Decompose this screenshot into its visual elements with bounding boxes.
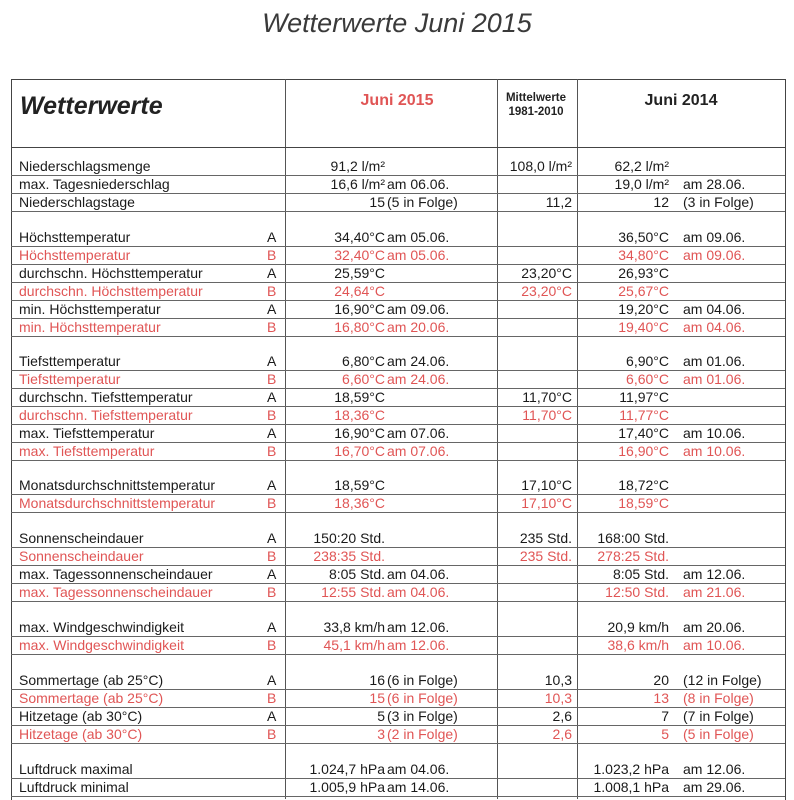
detail-juni-2015: (5 in Folge) (387, 194, 458, 210)
detail-juni-2014: (3 in Folge) (683, 194, 754, 210)
table-row (11, 424, 785, 443)
station-code: B (267, 407, 277, 423)
table-row (11, 175, 785, 194)
row-label: min. Höchsttemperatur (19, 301, 161, 317)
value-mittelwerte: 2,6 (552, 726, 572, 742)
station-code: B (267, 319, 277, 335)
station-code: B (267, 283, 277, 299)
detail-juni-2015: am 24.06. (387, 371, 450, 387)
detail-juni-2015: am 20.06. (387, 319, 450, 335)
value-juni-2015: 16,70°C (334, 443, 385, 459)
value-juni-2015: 18,59°C (334, 477, 385, 493)
value-juni-2014: 16,90°C (618, 443, 669, 459)
row-label: Niederschlagsmenge (19, 158, 151, 174)
value-juni-2015: 91,2 l/m² (330, 158, 385, 174)
detail-juni-2014: (8 in Folge) (683, 690, 754, 706)
value-juni-2014: 19,0 l/m² (614, 176, 669, 192)
value-mittelwerte: 10,3 (544, 672, 572, 688)
detail-juni-2014: am 09.06. (683, 247, 746, 263)
detail-juni-2014: (5 in Folge) (683, 726, 754, 742)
station-code: B (267, 690, 277, 706)
detail-juni-2015: am 05.06. (387, 229, 450, 245)
header-juni-2014: Juni 2014 (644, 92, 718, 109)
row-label: Luftdruck minimal (19, 779, 129, 795)
value-juni-2015: 16,90°C (334, 425, 385, 441)
detail-juni-2014: am 09.06. (683, 229, 746, 245)
value-mittelwerte: 23,20°C (521, 265, 572, 281)
detail-juni-2015: (3 in Folge) (387, 708, 458, 724)
value-juni-2014: 12 (653, 194, 669, 210)
detail-juni-2015: am 04.06. (387, 566, 450, 582)
detail-juni-2014: am 28.06. (683, 176, 746, 192)
table-row (11, 300, 785, 319)
row-label: Sonnenscheindauer (19, 530, 144, 546)
row-label: max. Windgeschwindigkeit (19, 619, 184, 635)
value-mittelwerte: 11,70°C (522, 389, 572, 405)
value-juni-2015: 45,1 km/h (323, 637, 385, 653)
row-label: min. Höchsttemperatur (19, 319, 161, 335)
station-code: B (267, 637, 277, 653)
value-juni-2015: 33,8 km/h (323, 619, 385, 635)
detail-juni-2014: am 04.06. (683, 319, 746, 335)
row-label: Monatsdurchschnittstemperatur (19, 477, 216, 493)
station-code: A (267, 265, 277, 281)
detail-juni-2015: am 07.06. (387, 443, 450, 459)
value-juni-2014: 1.023,2 hPa (593, 761, 669, 777)
detail-juni-2015: am 09.06. (387, 301, 450, 317)
row-label: durchschn. Höchsttemperatur (19, 265, 203, 281)
value-juni-2015: 18,36°C (334, 495, 385, 511)
table-row (11, 618, 785, 637)
station-code: B (267, 371, 277, 387)
value-juni-2014: 13 (653, 690, 669, 706)
detail-juni-2014: am 01.06. (683, 353, 746, 369)
value-juni-2015: 8:05 Std. (328, 566, 385, 582)
value-juni-2015: 12:55 Std. (321, 584, 385, 600)
value-mittelwerte: 17,10°C (521, 495, 572, 511)
value-juni-2014: 18,72°C (618, 477, 669, 493)
value-mittelwerte: 2,6 (552, 708, 572, 724)
value-juni-2014: 19,20°C (618, 301, 669, 317)
value-mittelwerte: 108,0 l/m² (509, 158, 572, 174)
value-juni-2015: 6,60°C (342, 371, 385, 387)
header-juni-2015: Juni 2015 (360, 92, 434, 109)
row-label: Hitzetage (ab 30°C) (19, 726, 143, 742)
station-code: B (267, 726, 277, 742)
station-code: B (267, 495, 277, 511)
value-juni-2015: 25,59°C (334, 265, 385, 281)
detail-juni-2015: (6 in Folge) (387, 672, 458, 688)
value-mittelwerte: 11,2 (545, 194, 572, 210)
detail-juni-2015: am 07.06. (387, 425, 450, 441)
value-juni-2015: 6,80°C (342, 353, 385, 369)
table-row (11, 760, 785, 779)
detail-juni-2014: am 10.06. (683, 425, 746, 441)
station-code: B (267, 443, 277, 459)
row-label: max. Tiefsttemperatur (19, 443, 155, 459)
row-label: max. Tiefsttemperatur (19, 425, 155, 441)
value-juni-2015: 3 (377, 726, 385, 742)
detail-juni-2014: am 10.06. (683, 443, 746, 459)
station-code: A (267, 566, 277, 582)
station-code: A (267, 425, 277, 441)
value-juni-2014: 11,97°C (619, 389, 669, 405)
detail-juni-2014: am 29.06. (683, 779, 746, 795)
value-juni-2014: 20 (653, 672, 669, 688)
station-code: B (267, 548, 277, 564)
value-juni-2014: 1.008,1 hPa (593, 779, 669, 795)
table-row (11, 476, 785, 495)
row-label: Sommertage (ab 25°C) (19, 672, 164, 688)
value-mittelwerte: 17,10°C (521, 477, 572, 493)
table-row (11, 529, 785, 548)
value-juni-2015: 1.005,9 hPa (309, 779, 385, 795)
detail-juni-2015: am 12.06. (387, 619, 450, 635)
station-code: A (267, 229, 277, 245)
value-juni-2014: 20,9 km/h (607, 619, 669, 635)
row-label: durchschn. Höchsttemperatur (19, 283, 203, 299)
value-juni-2014: 278:25 Std. (597, 548, 669, 564)
row-label: Höchsttemperatur (19, 229, 131, 245)
detail-juni-2014: am 10.06. (683, 637, 746, 653)
row-label: max. Tagessonnenscheindauer (19, 566, 213, 582)
table-row (11, 318, 785, 337)
row-label: durchschn. Tiefsttemperatur (19, 389, 193, 405)
value-juni-2014: 12:50 Std. (605, 584, 669, 600)
table-row (11, 228, 785, 247)
station-code: A (267, 708, 277, 724)
row-label: max. Windgeschwindigkeit (19, 637, 184, 653)
value-juni-2014: 62,2 l/m² (614, 158, 669, 174)
row-label: Niederschlagstage (19, 194, 135, 210)
value-mittelwerte: 11,70°C (522, 407, 572, 423)
value-juni-2014: 168:00 Std. (597, 530, 669, 546)
detail-juni-2014: am 12.06. (683, 761, 746, 777)
value-juni-2014: 6,60°C (626, 371, 669, 387)
table-row (11, 157, 785, 176)
detail-juni-2014: (7 in Folge) (683, 708, 754, 724)
table-row (11, 193, 785, 212)
value-juni-2014: 34,80°C (618, 247, 669, 263)
value-mittelwerte: 235 Std. (519, 530, 572, 546)
detail-juni-2014: am 04.06. (683, 301, 746, 317)
value-juni-2015: 16,90°C (334, 301, 385, 317)
value-juni-2014: 17,40°C (618, 425, 669, 441)
table-row (11, 370, 785, 389)
header-mittelwerte (497, 91, 575, 119)
row-label: Tiefsttemperatur (19, 353, 121, 369)
station-code: A (267, 530, 277, 546)
detail-juni-2015: am 24.06. (387, 353, 450, 369)
value-juni-2015: 15 (369, 194, 385, 210)
station-code: A (267, 619, 277, 635)
row-label: max. Tagessonnenscheindauer (19, 584, 213, 600)
value-juni-2014: 11,77°C (619, 407, 669, 423)
table-row (11, 406, 785, 425)
detail-juni-2015: am 14.06. (387, 779, 450, 795)
value-juni-2015: 18,59°C (334, 389, 385, 405)
value-juni-2014: 6,90°C (626, 353, 669, 369)
value-juni-2015: 15 (369, 690, 385, 706)
value-juni-2015: 16,6 l/m² (330, 176, 385, 192)
detail-juni-2014: (12 in Folge) (683, 672, 762, 688)
value-juni-2014: 25,67°C (618, 283, 669, 299)
header-divider (11, 147, 785, 148)
document-title: Wetterwerte Juni 2015 (262, 8, 532, 38)
value-juni-2015: 34,40°C (334, 229, 385, 245)
row-label: Tiefsttemperatur (19, 371, 121, 387)
value-juni-2014: 8:05 Std. (612, 566, 669, 582)
table-row (11, 689, 785, 708)
table-row (11, 494, 785, 513)
station-code: A (267, 353, 277, 369)
value-juni-2015: 32,40°C (334, 247, 385, 263)
value-juni-2014: 26,93°C (618, 265, 669, 281)
row-label: Luftdruck maximal (19, 761, 133, 777)
value-juni-2014: 18,59°C (618, 495, 669, 511)
detail-juni-2015: am 06.06. (387, 176, 450, 192)
detail-juni-2015: am 04.06. (387, 584, 450, 600)
value-juni-2015: 24,64°C (334, 283, 385, 299)
table-row (11, 442, 785, 461)
station-code: A (267, 477, 277, 493)
value-juni-2015: 18,36°C (334, 407, 385, 423)
table-row (11, 246, 785, 265)
row-label: Hitzetage (ab 30°C) (19, 708, 143, 724)
station-code: A (267, 389, 277, 405)
table-row (11, 547, 785, 566)
header-mittelwerte-period: 1981-2010 (508, 106, 564, 118)
row-label: durchschn. Tiefsttemperatur (19, 407, 193, 423)
table-row (11, 671, 785, 690)
value-juni-2015: 16,80°C (334, 319, 385, 335)
row-label: Höchsttemperatur (19, 247, 131, 263)
value-mittelwerte: 23,20°C (521, 283, 572, 299)
value-juni-2014: 5 (661, 726, 669, 742)
row-label: Sommertage (ab 25°C) (19, 690, 164, 706)
table-row (11, 636, 785, 655)
detail-juni-2014: am 12.06. (683, 566, 746, 582)
table-row (11, 282, 785, 301)
value-juni-2014: 19,40°C (618, 319, 669, 335)
detail-juni-2015: am 05.06. (387, 247, 450, 263)
detail-juni-2015: am 12.06. (387, 637, 450, 653)
table-row (11, 583, 785, 602)
row-label: max. Tagesniederschlag (19, 176, 170, 192)
value-juni-2015: 16 (369, 672, 385, 688)
station-code: B (267, 584, 277, 600)
row-label: Sonnenscheindauer (19, 548, 144, 564)
header-wetterwerte: Wetterwerte (20, 92, 163, 120)
value-juni-2015: 238:35 Std. (313, 548, 385, 564)
value-juni-2015: 1.024,7 hPa (309, 761, 385, 777)
detail-juni-2015: (6 in Folge) (387, 690, 458, 706)
station-code: A (267, 672, 277, 688)
value-mittelwerte: 235 Std. (519, 548, 572, 564)
detail-juni-2014: am 21.06. (683, 584, 746, 600)
table-row (11, 725, 785, 744)
value-juni-2014: 7 (661, 708, 669, 724)
detail-juni-2014: am 20.06. (683, 619, 746, 635)
row-label: Monatsdurchschnittstemperatur (19, 495, 216, 511)
table-row (11, 565, 785, 584)
value-juni-2014: 38,6 km/h (607, 637, 669, 653)
value-mittelwerte: 10,3 (544, 690, 572, 706)
station-code: A (267, 301, 277, 317)
station-code: B (267, 247, 277, 263)
value-juni-2014: 36,50°C (618, 229, 669, 245)
value-juni-2015: 5 (377, 708, 385, 724)
detail-juni-2015: (2 in Folge) (387, 726, 458, 742)
table-row (11, 707, 785, 726)
table-row (11, 264, 785, 283)
table-row (11, 388, 785, 407)
value-juni-2015: 150:20 Std. (313, 530, 385, 546)
header-mittelwerte-label: Mittelwerte (505, 92, 567, 104)
table-row (11, 352, 785, 371)
table-row (11, 778, 785, 797)
detail-juni-2015: am 04.06. (387, 761, 450, 777)
detail-juni-2014: am 01.06. (683, 371, 746, 387)
